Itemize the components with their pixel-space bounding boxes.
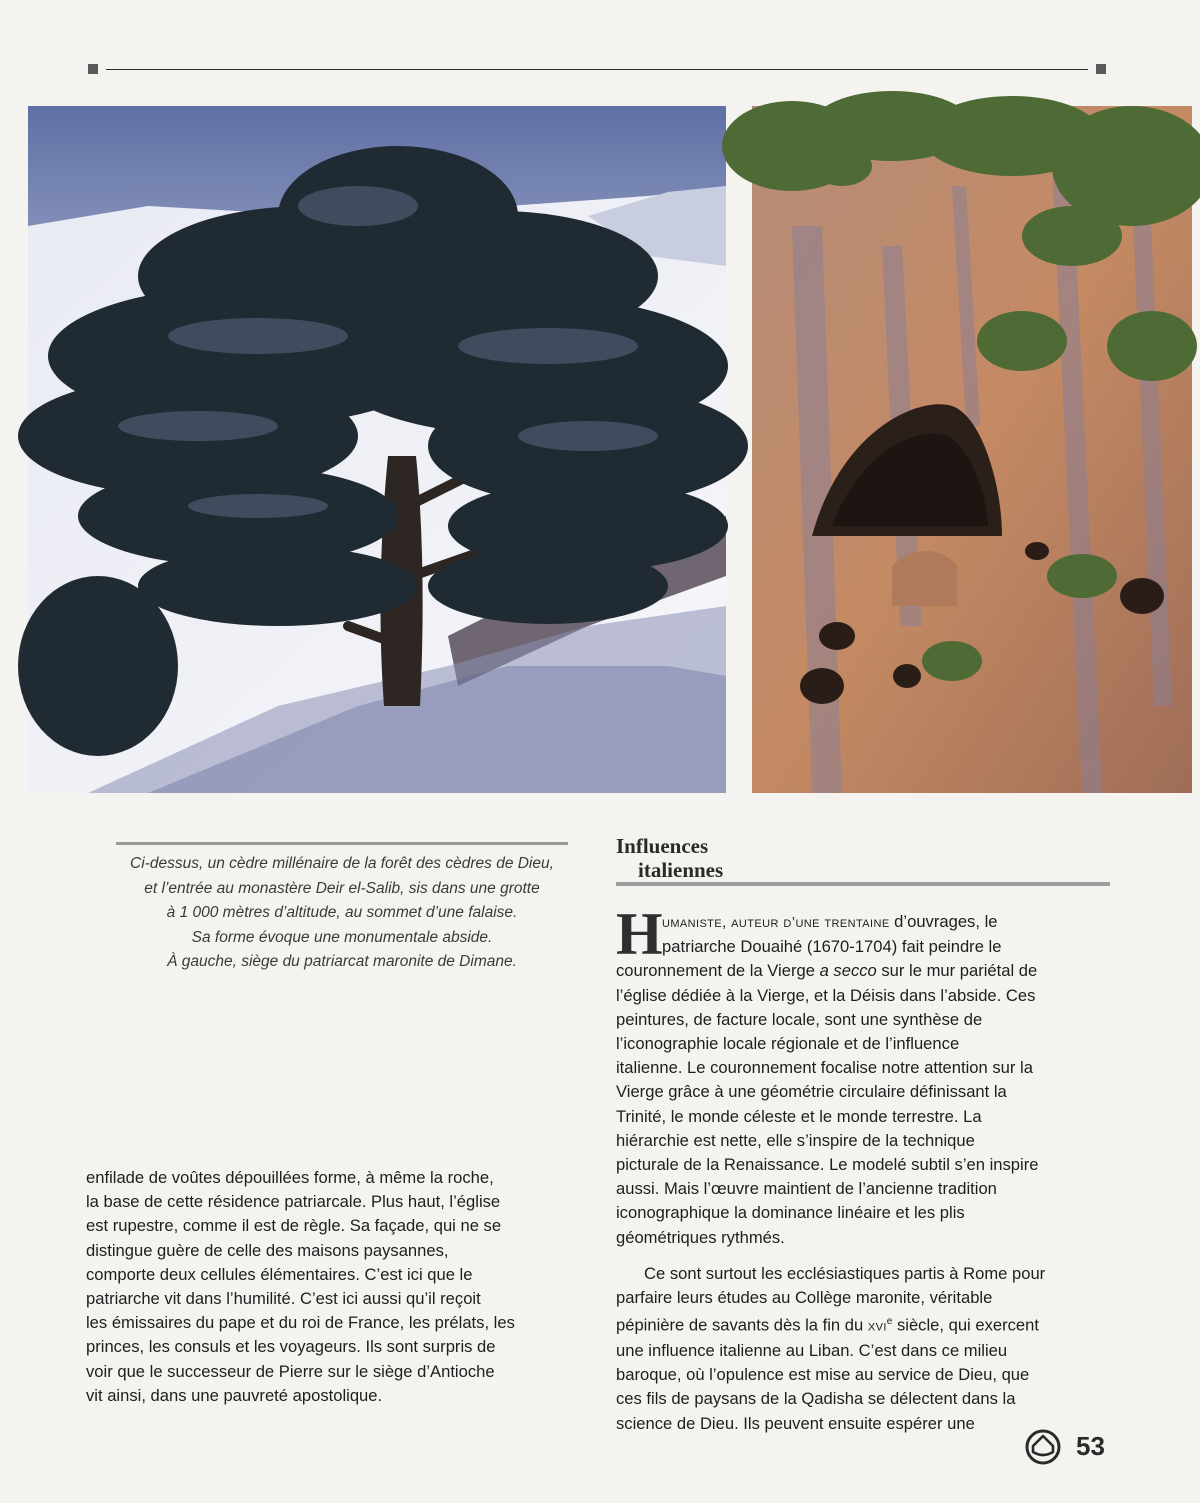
text-line: patriarche Douaihé (1670-1704) fait peindre le [662,937,1002,957]
text-line: parfaire leurs études au Collège maronite, véritable [616,1288,993,1308]
caption-rule [116,842,568,845]
header-square-right [1096,64,1106,74]
text-line: géométriques rythmés. [616,1227,785,1247]
small-caps-lead: umaniste, auteur d’une trentaine [662,914,890,931]
heading-rule [616,882,1110,886]
cedar-tree-photo [28,106,726,793]
text-line [616,1310,1116,1339]
text-run: d’ouvrages, le [889,912,998,931]
caption-line: et l’entrée au monastère Deir el-Salib, sis dans une grotte [144,879,540,897]
text-run: pépinière de savants dès la fin du [616,1315,868,1335]
header-rule [88,62,1106,76]
page-number: 53 [1076,1431,1105,1461]
header-line [106,69,1088,70]
text-run: sur le mur pariétal de [876,961,1038,981]
text-line: comporte deux cellules élémentaires. C’est ici que le [86,1264,473,1284]
caption-line: Sa forme évoque une monumentale abside. [191,928,493,946]
text-line: iconographique la dominance linéaire et les plis [616,1203,965,1223]
text-line: science de Dieu. Ils peuvent ensuite espérer une [616,1413,975,1433]
header-square-left [88,64,98,74]
text-line: distingue guère de celle des maisons paysannes, [86,1240,449,1260]
text-line [616,959,1116,983]
text-line: patriarche vit dans l’humilité. C’est ici aussi qu’il reçoit [86,1289,481,1309]
text-line: enfilade de voûtes dépouillées forme, à même la roche, [86,1168,494,1187]
text-line: hiérarchie est nette, elle s’inspire de la technique [616,1130,975,1150]
text-line: voir que le successeur de Pierre sur le siège d’Antioche [86,1361,495,1381]
text-run: siècle, qui exercent [892,1315,1039,1335]
text-line: picturale de la Renaissance. Le modelé subtil s’en inspire [616,1155,1039,1175]
text-line: la base de cette résidence patriarcale. Plus haut, l’église [86,1192,501,1212]
text-line: Trinité, le monde céleste et le monde terrestre. La [616,1106,982,1126]
text-line: les émissaires du pape et du roi de France, les prélats, les [86,1313,515,1333]
text-line: ces fils de paysans de la Qadisha se délectent dans la [616,1389,1016,1409]
text-line: peintures, de facture locale, sont une synthèse de [616,1009,983,1029]
caption-line: à 1 000 mètres d’altitude, au sommet d’une falaise. [166,904,518,921]
text-line: italienne. Le couronnement focalise notre attention sur la [616,1058,1033,1078]
heading-line-2: italiennes [638,858,724,882]
world-heritage-emblem-icon [1024,1428,1062,1466]
drop-cap: H [616,901,663,967]
right-column-text [616,901,1116,1436]
heading-line-1: Influences [616,834,709,858]
text-line: l’iconographie locale régionale et de l’influence [616,1034,960,1054]
century-numeral: xvi [867,1317,887,1335]
grotto-cliff-photo [752,106,1192,793]
text-line: est rupestre, comme il est de règle. Sa façade, qui ne se [86,1216,502,1236]
text-line: Ce sont surtout les ecclésiastiques partis à Rome pour [644,1263,1046,1283]
left-column-text [86,1166,586,1408]
photo-caption [86,852,598,975]
text-line: princes, les consuls et les voyageurs. Ils sont surpris de [86,1337,496,1357]
caption-line: À gauche, siège du patriarcat maronite de Dimane. [167,953,517,970]
text-line: Vierge grâce à une géométrie circulaire définissant la [616,1082,1007,1102]
text-line: aussi. Mais l’œuvre maintient de l’ancienne tradition [616,1179,997,1199]
paragraph-gap [616,1250,1116,1262]
italic-term: a secco [819,961,877,981]
century-suffix: e [886,1316,893,1328]
text-line: une influence italienne au Liban. C’est dans ce milieu [616,1340,1008,1360]
text-run: couronnement de la Vierge [616,961,820,981]
text-line: l’église dédiée à la Vierge, et la Déisis dans l’abside. Ces [616,985,1036,1005]
text-line [616,910,1116,935]
text-line: vit ainsi, dans une pauvreté apostolique. [86,1385,383,1405]
text-line: baroque, où l’opulence est mise au service de Dieu, que [616,1365,1030,1385]
section-heading [616,834,1116,882]
caption-line: Ci-dessus, un cèdre millénaire de la forêt des cèdres de Dieu, [130,855,554,872]
